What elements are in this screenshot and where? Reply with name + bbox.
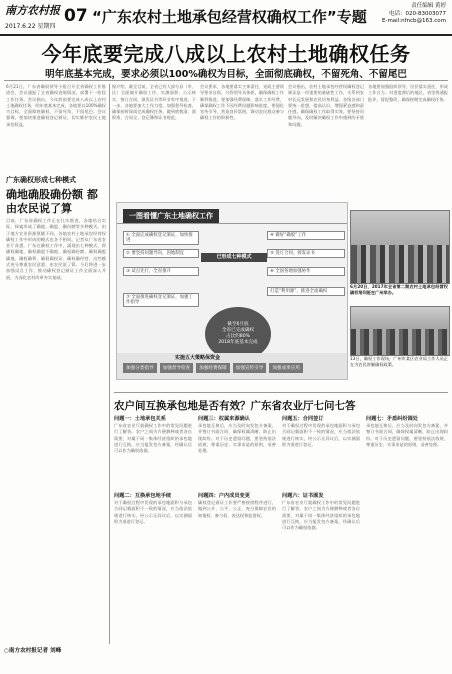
main-headline: 今年底要完成八成以上农村土地确权任务 — [41, 42, 411, 66]
sidebar-body: 目前，广东省确权工作正在扎实推进，各地结合实际，探索形成了确地、确股、确份额等多种模式。由于地方农业资源禀赋不同，各地农村土地承包经营权确权工作中形成的模式也各不相同。记者从广东省农业厅获悉，广东在确权工作中，涌现出七种模式，即确权确地、确权确股不确地、确权确份额、确权确股确地、确权确利、确权确权证、确权确经营。这些模式充分尊重农民意愿，由农民说了算。今后将进一步加强试点工作，推动确权登记颁证工作全面深入开展，为深化农村改革夯实基础。 — [6, 218, 106, 280]
article-text-col4: 会议指出，农村土地承包经营权确权登记颁证是一项重要的基础性工作，关系到农村长远发展和农民切身利益。各级各部门要统一思想，提高认识，增强紧迫感和责任感，确保确权工作取得实效。要坚持问题导向，及时解决确权工作中遇到的矛盾和问题。 — [288, 84, 364, 127]
qa-question-5: 问题五：合同签订 — [282, 416, 324, 422]
qa-answer-1: 广东省农业厅就确权工作中的常见问题进行了解答。农户之间为方便耕种或者各自需要，对属于同一集体经济组织的承包地进行互换，应当报发包方备案，经确认后可以作为确权依据。 — [114, 423, 192, 454]
sidebar-subtitle: 确地确股确份额 都由农民说了算 — [6, 188, 98, 215]
photo-caption-2: 13日，确权工作现场，广州市某区农业局工作人员正在为农民讲解确权政策。 — [350, 356, 448, 368]
qa-column-3 — [282, 416, 360, 570]
qa-answer-7: 承包地互换后，应当及时向发包方备案，并签订书面合同，确保权属清晰，防止出现纠纷。对于历史遗留问题，要坚持依法依规、尊重历史、实事求是的原则，妥善处理。 — [366, 423, 448, 447]
stat-line-4: 2018年底基本完成 — [218, 340, 258, 345]
section-divider — [114, 392, 448, 393]
stat-line-3: 占比约80% — [226, 334, 250, 339]
column-rule — [109, 84, 110, 644]
qa-headline: 农户间互换承包地是否有效？广东省农业厅七问七答 — [114, 400, 356, 412]
qa-column-1 — [114, 416, 192, 570]
footer-item-4: 加强宣传引导 — [233, 363, 267, 373]
footer-heading: 实施五大策略保资金 — [175, 355, 221, 361]
footer-items — [123, 363, 303, 373]
footer-item-1: 加强分类指导 — [123, 363, 157, 373]
editor-name: 责任编辑 黄婷 — [411, 3, 446, 9]
footer-item-3: 加强经费保障 — [196, 363, 230, 373]
reporter-credit: ○南方农村报记者 刘峰 — [4, 648, 62, 654]
divider — [4, 80, 448, 81]
center-label: 已形成七种模式 — [201, 253, 267, 262]
article-text-col5: 各地要加强组织领导，层层落实责任，形成工作合力。对进度滞后的地区，省里将通报批评，督促整改，确保按期完成确权任务。 — [368, 84, 448, 102]
qa-question-2: 问题二：互换承包地手续 — [114, 493, 172, 499]
editor-info — [382, 3, 446, 26]
qa-question-3: 问题三：权属来源确认 — [198, 416, 250, 422]
paper-logo: 南方农村报 — [5, 4, 60, 17]
infographic-footer — [117, 353, 347, 379]
infographic-band — [117, 223, 347, 224]
qa-question-6: 问题六：证书颁发 — [282, 493, 324, 499]
sidebar-title: 广东确权形成七种模式 — [6, 176, 76, 184]
photo2-people — [351, 329, 449, 355]
step-box-3: ③ 试点先行，全省推开 — [123, 267, 199, 276]
step-box-2: ② 要坚持问题导向，因地制宜 — [123, 249, 199, 258]
right-label: 打造“利用源”，推进全面确权 — [267, 287, 345, 296]
footer-item-5: 加强成果应用 — [269, 363, 303, 373]
step-box-7: ⑦ 全面推进确权登记颁证，加强工作指导 — [123, 293, 199, 307]
step-box-6: ⑥ 全国各地加强协作 — [267, 267, 345, 276]
masthead — [0, 0, 452, 36]
field-photo — [350, 306, 450, 356]
qa-answer-4: 确权登记颁证工作要严格按照程序进行，做到公开、公平、公正，充分保障农民的知情权、参与权、表达权和监督权。 — [198, 500, 276, 518]
qa-answer-3: 承包地互换后，应当及时向发包方备案，并签订书面合同，确保权属清晰，防止出现纠纷。对于历史遗留问题，要坚持依法依规、尊重历史、实事求是的原则，妥善处理。 — [198, 423, 276, 454]
qa-answer-6: 广东省农业厅就确权工作中的常见问题进行了解答。农户之间为方便耕种或者各自需要，对属于同一集体经济组织的承包地进行互换，应当报发包方备案，经确认后可以作为确权依据。 — [282, 500, 360, 531]
step-box-5: ⑤ 签订合同、颁发证书 — [267, 249, 345, 258]
stat-line-2: 全省已完成确权 — [221, 328, 255, 333]
page-number: 07 — [64, 6, 88, 26]
qa-question-4: 问题四：户内成员变更 — [198, 493, 250, 499]
qa-question-7: 问题七：矛盾纠纷调处 — [366, 416, 418, 422]
editor-phone: 电话：020-83003077 — [389, 10, 446, 17]
infographic-title: 一图看懂广东土地确权工作 — [123, 209, 219, 223]
footer-item-2: 加强督导检查 — [160, 363, 194, 373]
issue-date: 2017.6.22 星期四 — [5, 23, 56, 30]
step-box-1: ① 全面完成确权登记颁证，加快推进 — [123, 231, 199, 245]
photo-people — [351, 245, 449, 283]
article-text-col3: 会议要求，各地要落实主体责任，党政主要领导要亲自抓，分管领导具体抓，确保确权工作顺利推进。要加强经费保障，落实工作经费，确保确权工作不因经费问题影响进度。要强化宣传引导，营造良好氛围，调动农民群众参与确权工作的积极性。 — [200, 84, 284, 121]
photo-caption: 6月20日，2017年全省第二期农村土地承包经营权确权培训班在广州举办。 — [350, 284, 448, 296]
qa-answer-2: 对于确权过程中发现的承包地面积与承包合同记载面积不一致的情况，应当依法依规进行核实，经公示无异议后，以实测面积为准进行登记。 — [114, 500, 192, 524]
stat-line-1: 截至6月底 — [227, 322, 249, 327]
qa-question-1: 问题一：土地承包关系 — [114, 416, 166, 422]
article-text-left-top: 6月21日，广东省确权领导小组召开全省确权工作推进会，会议通报了全省确权进展情况，部署下一阶段工作任务。会议指出，今年底前要完成八成以上农村土地确权任务，明年底基本完成，各地要以100%确权为目标，全面彻底确权，不留死角、不留尾巴。会议强调，要加快推进确权登记颁证，切实维护农民土地承包权益。 — [6, 84, 106, 127]
main-subhead: 明年底基本完成，要求必须以100%确权为目标，全面彻底确权，不留死角、不留尾巴 — [45, 69, 407, 80]
article-text-col2: 据介绍，截至目前，全省已有大部分县（市、区）全面铺开确权工作，实测面积、公示核实、签订合同、颁发证书等环节有序推进。下一步，各地要加大工作力度，加强督导检查，确保按时保质完成确权任务，做到底数清、面积准、合同全、登记簿和证书规范。 — [112, 84, 196, 121]
infographic — [116, 202, 348, 380]
topic-title: “广东农村土地承包经营权确权工作”专题 — [92, 8, 367, 26]
step-box-4: ④ 做好“确股”工作 — [267, 231, 345, 240]
editor-email: E-mail:nfncb@163.com — [381, 18, 446, 24]
qa-answer-5: 对于确权过程中发现的承包地面积与承包合同记载面积不一致的情况，应当依法依规进行核实，经公示无异议后，以实测面积为准进行登记。 — [282, 423, 360, 447]
qa-column-2 — [198, 416, 276, 570]
qa-column-4 — [366, 416, 448, 573]
training-photo — [350, 210, 450, 284]
